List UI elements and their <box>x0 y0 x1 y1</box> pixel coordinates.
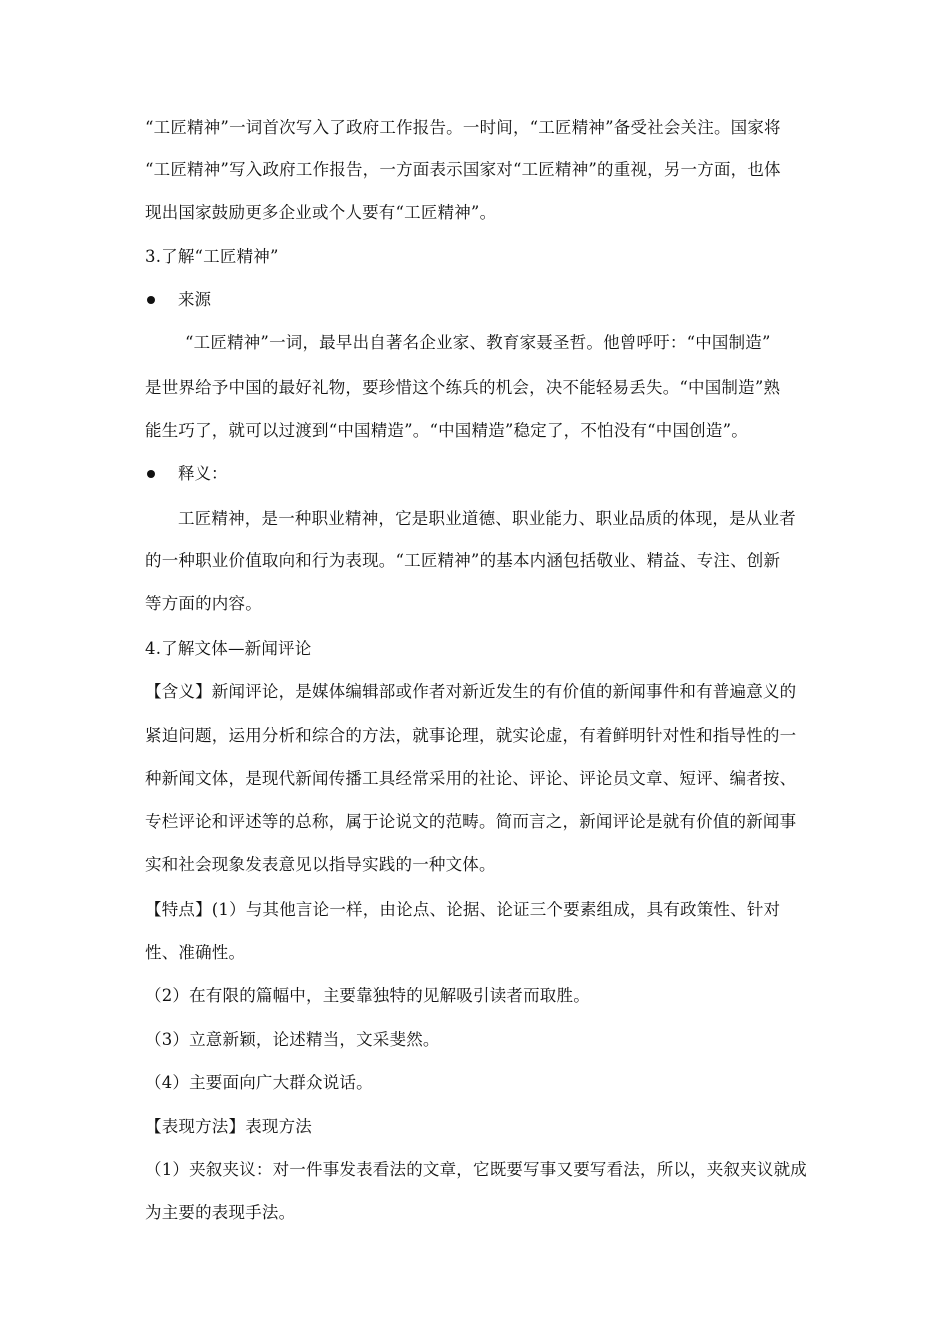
bullet-icon <box>147 296 155 304</box>
paragraph-line: 实和社会现象发表意见以指导实践的一种文体。 <box>145 855 496 874</box>
paragraph-line: 紧迫问题，运用分析和综合的方法，就事论理，就实论虚，有着鲜明针对性和指导性的一 <box>145 726 797 745</box>
paragraph-line: 性、准确性。 <box>145 943 246 962</box>
bullet-label-source: 来源 <box>178 290 211 309</box>
paragraph-line: 工匠精神，是一种职业精神，它是职业道德、职业能力、职业品质的体现，是从业者 <box>178 509 796 528</box>
paragraph-line: “工匠精神”写入政府工作报告，一方面表示国家对“工匠精神”的重视，另一方面，也体 <box>145 160 781 179</box>
list-item: （2）在有限的篇幅中，主要靠独特的见解吸引读者而取胜。 <box>145 986 590 1005</box>
paragraph-line: 的一种职业价值取向和行为表现。“工匠精神”的基本内涵包括敬业、精益、专注、创新 <box>145 551 781 570</box>
paragraph-line: “工匠精神”一词，最早出自著名企业家、教育家聂圣哲。他曾呼吁：“中国制造” <box>185 333 771 352</box>
bullet-icon <box>147 470 155 478</box>
list-item: （1）夹叙夹议：对一件事发表看法的文章，它既要写事又要写看法，所以，夹叙夹议就成 <box>145 1160 807 1179</box>
paragraph-line: 【含义】新闻评论，是媒体编辑部或作者对新近发生的有价值的新闻事件和有普遍意义的 <box>145 682 797 701</box>
list-item: （4）主要面向广大群众说话。 <box>145 1073 373 1092</box>
section-heading: 3.了解“工匠精神” <box>145 247 279 266</box>
paragraph-line: “工匠精神”一词首次写入了政府工作报告。一时间，“工匠精神”备受社会关注。国家将 <box>145 118 781 137</box>
list-item: （3）立意新颖，论述精当，文采斐然。 <box>145 1030 440 1049</box>
paragraph-line: 能生巧了，就可以过渡到“中国精造”。“中国精造”稳定了，不怕没有“中国创造”。 <box>145 421 748 440</box>
paragraph-line: 为主要的表现手法。 <box>145 1203 296 1222</box>
paragraph-line: 是世界给予中国的最好礼物，要珍惜这个练兵的机会，决不能轻易丢失。“中国制造”熟 <box>145 378 781 397</box>
paragraph-line: 【特点】(1）与其他言论一样，由论点、论据、论证三个要素组成，具有政策性、针对 <box>145 900 781 919</box>
paragraph-line: 种新闻文体，是现代新闻传播工具经常采用的社论、评论、评论员文章、短评、编者按、 <box>145 769 797 788</box>
bullet-label-meaning: 释义： <box>178 464 228 483</box>
section-heading: 4.了解文体—新闻评论 <box>145 639 312 658</box>
paragraph-line: 现出国家鼓励更多企业或个人要有“工匠精神”。 <box>145 203 497 222</box>
paragraph-line: 等方面的内容。 <box>145 594 262 613</box>
paragraph-line: 【表现方法】表现方法 <box>145 1117 312 1136</box>
paragraph-line: 专栏评论和评述等的总称，属于论说文的范畴。简而言之，新闻评论是就有价值的新闻事 <box>145 812 797 831</box>
